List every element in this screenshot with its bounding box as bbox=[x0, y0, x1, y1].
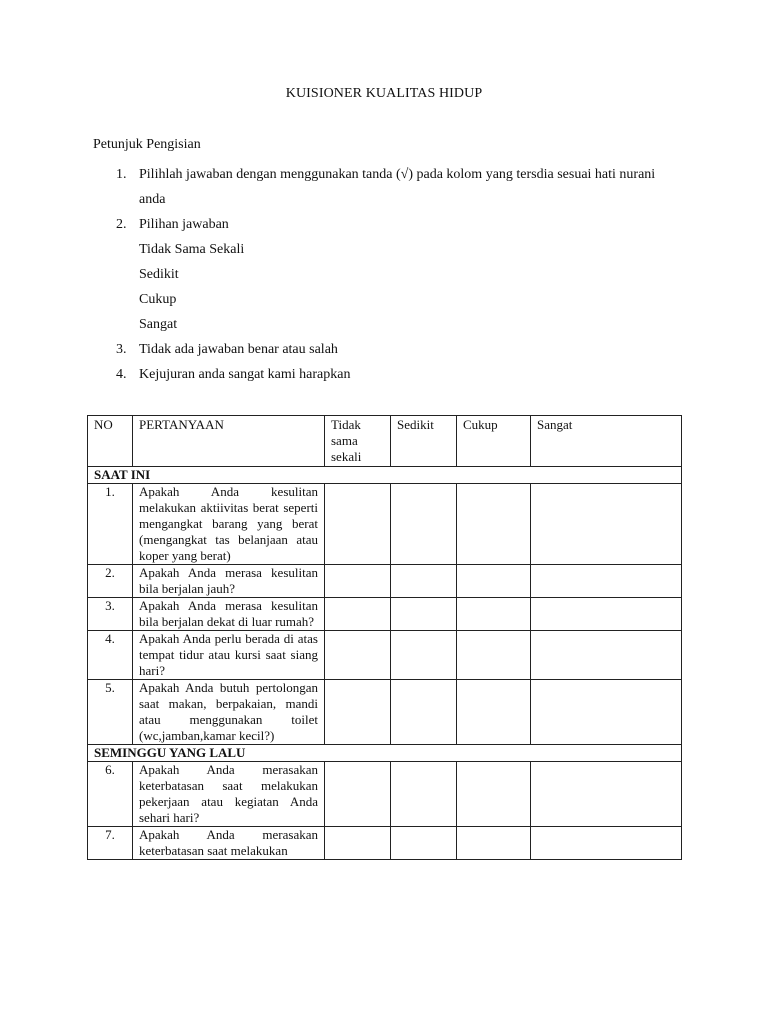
answer-cell-very[interactable] bbox=[531, 484, 682, 565]
instructions-heading: Petunjuk Pengisian bbox=[93, 137, 201, 152]
question-number: 5. bbox=[88, 680, 133, 745]
answer-cell-not-at-all[interactable] bbox=[325, 598, 391, 631]
answer-cell-very[interactable] bbox=[531, 827, 682, 860]
table-row bbox=[88, 762, 682, 827]
answer-cell-enough[interactable] bbox=[457, 827, 531, 860]
answer-cell-a-little[interactable] bbox=[391, 827, 457, 860]
answer-cell-very[interactable] bbox=[531, 680, 682, 745]
question-text: Apakah Anda kesulitan melakukan aktiivitas berat seperti mengangkat barang yang berat (mengangkat tas belanjaan atau koper yang berat) bbox=[133, 484, 325, 565]
table-row bbox=[88, 827, 682, 860]
answer-cell-a-little[interactable] bbox=[391, 565, 457, 598]
header-very: Sangat bbox=[531, 416, 682, 467]
instruction-text: Kejujuran anda sangat kami harapkan bbox=[139, 367, 351, 382]
answer-cell-not-at-all[interactable] bbox=[325, 631, 391, 680]
question-number: 1. bbox=[88, 484, 133, 565]
questionnaire-table bbox=[87, 415, 682, 860]
header-enough: Cukup bbox=[457, 416, 531, 467]
answer-option: Sedikit bbox=[139, 267, 179, 282]
question-text: Apakah Anda merasakan keterbatasan saat melakukan pekerjaan atau kegiatan Anda sehari hari? bbox=[133, 762, 325, 827]
question-text: Apakah Anda butuh pertolongan saat makan, berpakaian, mandi atau menggunakan toilet (wc,jamban,kamar kecil?) bbox=[133, 680, 325, 745]
instruction-item bbox=[110, 362, 680, 387]
header-no: NO bbox=[88, 416, 133, 467]
table-row bbox=[88, 680, 682, 745]
instruction-number: 4. bbox=[116, 367, 127, 382]
table-row bbox=[88, 565, 682, 598]
answer-cell-a-little[interactable] bbox=[391, 762, 457, 827]
instruction-number: 3. bbox=[116, 342, 127, 357]
instruction-number: 2. bbox=[116, 217, 127, 232]
answer-cell-a-little[interactable] bbox=[391, 598, 457, 631]
answer-cell-enough[interactable] bbox=[457, 631, 531, 680]
section-label: SAAT INI bbox=[88, 467, 682, 484]
answer-cell-not-at-all[interactable] bbox=[325, 680, 391, 745]
instruction-text: Tidak ada jawaban benar atau salah bbox=[139, 342, 338, 357]
page-title: KUISIONER KUALITAS HIDUP bbox=[285, 86, 483, 101]
instruction-item bbox=[110, 162, 680, 212]
answer-cell-not-at-all[interactable] bbox=[325, 827, 391, 860]
instruction-number: 1. bbox=[116, 167, 127, 182]
instructions-list bbox=[110, 162, 680, 387]
header-question: PERTANYAAN bbox=[133, 416, 325, 467]
question-number: 4. bbox=[88, 631, 133, 680]
answer-cell-a-little[interactable] bbox=[391, 680, 457, 745]
instruction-text: Pilihlah jawaban dengan menggunakan tanda (√) pada kolom yang tersdia sesuai hati nurani anda bbox=[139, 167, 656, 207]
header-not-at-all: Tidak sama sekali bbox=[325, 416, 391, 467]
answer-cell-very[interactable] bbox=[531, 565, 682, 598]
section-row bbox=[88, 745, 682, 762]
answer-cell-very[interactable] bbox=[531, 762, 682, 827]
answer-cell-enough[interactable] bbox=[457, 598, 531, 631]
table-header-row bbox=[88, 416, 682, 467]
answer-option: Cukup bbox=[139, 292, 177, 307]
answer-cell-very[interactable] bbox=[531, 598, 682, 631]
header-a-little: Sedikit bbox=[391, 416, 457, 467]
instruction-item bbox=[110, 212, 680, 337]
table-row bbox=[88, 484, 682, 565]
answer-cell-enough[interactable] bbox=[457, 680, 531, 745]
answer-option: Sangat bbox=[139, 317, 178, 332]
question-number: 6. bbox=[88, 762, 133, 827]
answer-cell-enough[interactable] bbox=[457, 762, 531, 827]
question-text: Apakah Anda merasa kesulitan bila berjalan dekat di luar rumah? bbox=[133, 598, 325, 631]
answer-cell-a-little[interactable] bbox=[391, 484, 457, 565]
answer-cell-very[interactable] bbox=[531, 631, 682, 680]
section-label: SEMINGGU YANG LALU bbox=[88, 745, 682, 762]
answer-cell-a-little[interactable] bbox=[391, 631, 457, 680]
question-text: Apakah Anda merasa kesulitan bila berjalan jauh? bbox=[133, 565, 325, 598]
answer-cell-not-at-all[interactable] bbox=[325, 762, 391, 827]
question-number: 7. bbox=[88, 827, 133, 860]
question-number: 3. bbox=[88, 598, 133, 631]
table-row bbox=[88, 631, 682, 680]
answer-cell-enough[interactable] bbox=[457, 484, 531, 565]
answer-cell-not-at-all[interactable] bbox=[325, 484, 391, 565]
answer-cell-not-at-all[interactable] bbox=[325, 565, 391, 598]
table-row bbox=[88, 598, 682, 631]
instruction-item bbox=[110, 337, 680, 362]
question-number: 2. bbox=[88, 565, 133, 598]
question-text: Apakah Anda perlu berada di atas tempat tidur atau kursi saat siang hari? bbox=[133, 631, 325, 680]
instruction-text: Pilihan jawaban bbox=[139, 217, 229, 232]
answer-option: Tidak Sama Sekali bbox=[139, 242, 245, 257]
answer-cell-enough[interactable] bbox=[457, 565, 531, 598]
question-text: Apakah Anda merasakan keterbatasan saat melakukan bbox=[133, 827, 325, 860]
section-row bbox=[88, 467, 682, 484]
